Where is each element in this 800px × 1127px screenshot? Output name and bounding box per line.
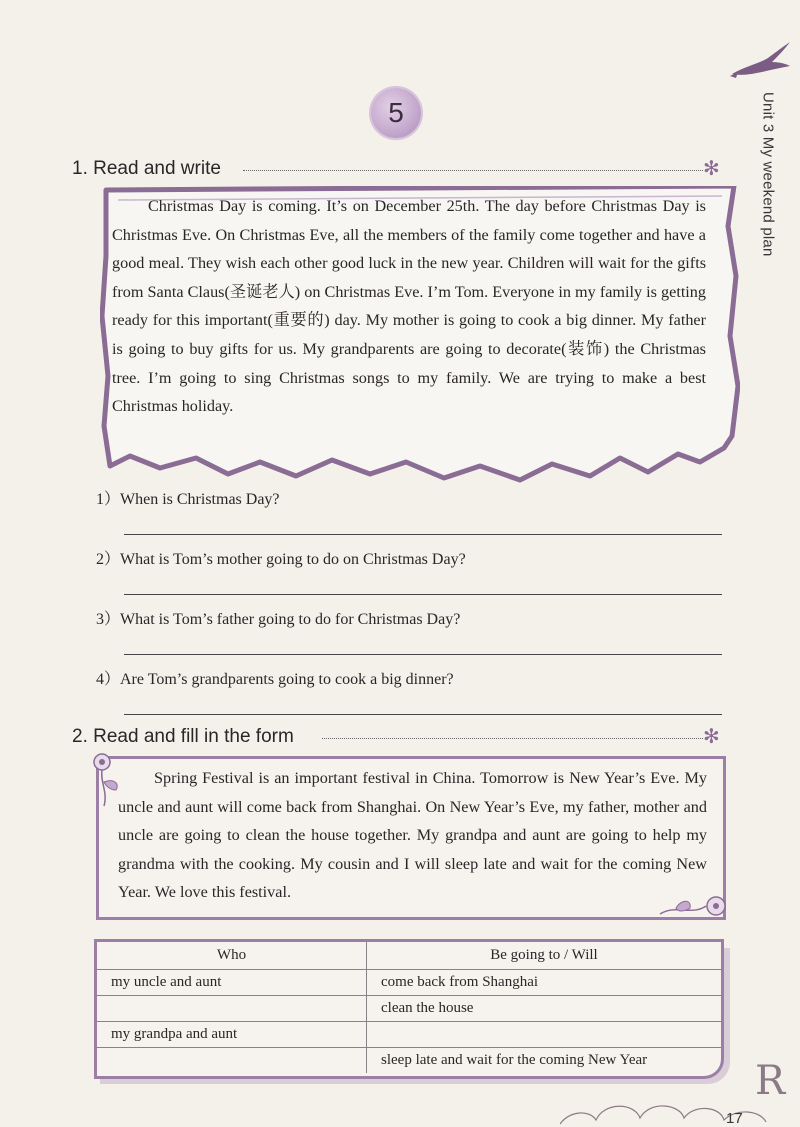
cell-activity[interactable]: come back from Shanghai	[367, 970, 722, 996]
answer-line-2[interactable]	[124, 594, 722, 595]
section1-divider	[243, 170, 703, 171]
question-2: 2）What is Tom’s mother going to do on Christmas Day?	[96, 551, 466, 568]
passage-christmas: Christmas Day is coming. It’s on December 25th. The day before Christmas Day is Christmas Eve. On Christmas Eve, all the members of the family come together and have a good meal. They wish each other good luck in the new year. Children will wait for the gifts from Santa Claus(圣诞老人) on Christmas Eve. I’m Tom. Everyone in my family is getting ready for this important(重要的) day. My mother is going to cook a big dinner. My father is going to buy gifts for us. My grandparents are going to decorate(装饰) the Christmas tree. I’m going to sing Christmas songs to my family. We are trying to make a best Christmas holiday.	[112, 197, 706, 416]
cell-activity[interactable]: clean the house	[367, 996, 722, 1022]
cell-who[interactable]: my uncle and aunt	[97, 970, 367, 996]
cell-who[interactable]: my grandpa and aunt	[97, 1022, 367, 1048]
asterisk-icon: ✻	[703, 724, 720, 748]
lesson-number-badge: 5	[371, 88, 421, 138]
table-row	[97, 996, 721, 1022]
question-1: 1）When is Christmas Day?	[96, 491, 280, 508]
asterisk-icon: ✻	[703, 156, 720, 180]
unit-title: Unit 3 My weekend plan	[759, 92, 777, 257]
table-row	[97, 970, 721, 996]
section2-title: 2. Read and fill in the form	[72, 726, 294, 747]
table-header-row	[97, 942, 721, 970]
header-who: Who	[97, 942, 367, 970]
publisher-mark: R	[755, 1058, 786, 1104]
fill-in-form	[94, 939, 724, 1079]
header-be-going-to: Be going to / Will	[367, 942, 722, 970]
question-3: 3）What is Tom’s father going to do for Christmas Day?	[96, 611, 461, 628]
answer-line-4[interactable]	[124, 714, 722, 715]
table-row	[97, 1048, 721, 1074]
answer-line-1[interactable]	[124, 534, 722, 535]
table-row	[97, 1022, 721, 1048]
cell-activity[interactable]: sleep late and wait for the coming New Year	[381, 1052, 648, 1068]
cell-who[interactable]	[97, 996, 367, 1022]
section2-divider	[322, 738, 703, 739]
cell-who[interactable]	[97, 1048, 367, 1074]
question-4: 4）Are Tom’s grandparents going to cook a big dinner?	[96, 671, 454, 688]
cell-activity[interactable]	[367, 1022, 722, 1048]
form-table	[97, 942, 721, 1073]
answer-line-3[interactable]	[124, 654, 722, 655]
corner-decoration	[565, 24, 735, 58]
passage-spring-festival: Spring Festival is an important festival in China. Tomorrow is New Year’s Eve. My uncle and aunt will come back from Shanghai. On New Year’s Eve, my father, mother and uncle are going to clean the house together. My grandpa and aunt are going to help my grandma with the cooking. My cousin and I will sleep late and wait for the coming New Year. We love this festival.	[118, 769, 707, 901]
section1-title: 1. Read and write	[72, 158, 221, 179]
page-number: 17	[726, 1110, 743, 1127]
bird-icon	[728, 40, 792, 88]
